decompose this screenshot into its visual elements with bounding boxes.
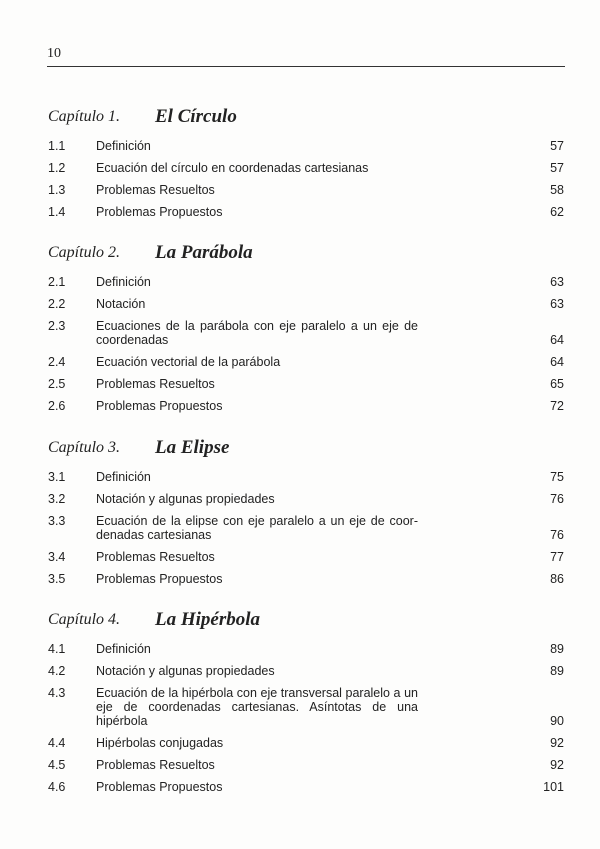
section-title: Problemas Resueltos <box>96 183 215 197</box>
section-page: 101 <box>543 780 564 794</box>
chapter-heading <box>48 241 564 265</box>
section-title: Ecuación del círculo en coordenadas cartesianas <box>96 161 369 175</box>
section-page: 89 <box>550 664 564 678</box>
section-title: Problemas Propuestos <box>96 572 223 586</box>
toc-entry[interactable] <box>48 638 564 660</box>
section-page: 58 <box>550 183 564 197</box>
chapter-label: Capítulo 3. <box>48 439 121 456</box>
chapter-title: El Círculo <box>155 106 237 127</box>
toc-entry[interactable] <box>48 373 564 395</box>
toc-entry[interactable] <box>48 546 564 568</box>
toc-entry[interactable] <box>48 201 564 223</box>
section-number: 1.1 <box>48 139 66 153</box>
section-page: 77 <box>550 550 564 564</box>
toc-entry[interactable] <box>48 135 564 157</box>
toc-entry[interactable] <box>48 157 564 179</box>
chapter-heading <box>48 436 564 460</box>
section-page: 90 <box>550 714 564 728</box>
section-title: Problemas Propuestos <box>96 399 223 413</box>
toc-entry[interactable] <box>48 754 564 776</box>
section-title: Problemas Resueltos <box>96 377 215 391</box>
toc-entry[interactable] <box>48 315 564 351</box>
section-number: 3.4 <box>48 550 66 564</box>
section-number: 1.2 <box>48 161 66 175</box>
chapter-title: La Elipse <box>155 437 230 458</box>
section-page: 72 <box>550 399 564 413</box>
section-page: 89 <box>550 642 564 656</box>
section-title: Problemas Resueltos <box>96 758 215 772</box>
toc-entry[interactable] <box>48 568 564 590</box>
section-number: 4.4 <box>48 736 66 750</box>
section-title: Problemas Propuestos <box>96 780 223 794</box>
chapter-heading <box>48 105 564 129</box>
toc-entry[interactable] <box>48 776 564 798</box>
section-page: 57 <box>550 139 564 153</box>
section-number: 4.6 <box>48 780 66 794</box>
section-number: 2.3 <box>48 319 66 333</box>
toc-entry[interactable] <box>48 293 564 315</box>
toc-entry[interactable] <box>48 351 564 373</box>
section-page: 92 <box>550 758 564 772</box>
section-page: 64 <box>550 333 564 347</box>
toc-entry[interactable] <box>48 395 564 417</box>
section-number: 1.3 <box>48 183 66 197</box>
section-number: 1.4 <box>48 205 66 219</box>
section-title: Notación y algunas propiedades <box>96 664 275 678</box>
section-page: 86 <box>550 572 564 586</box>
toc-entry[interactable] <box>48 660 564 682</box>
section-title: Problemas Resueltos <box>96 550 215 564</box>
chapter-label: Capítulo 4. <box>48 611 121 628</box>
section-title: Ecuación de la elipse con eje paralelo a un eje de coordenadas cartesianas <box>96 514 418 542</box>
header-rule <box>47 66 565 67</box>
section-title: Definición <box>96 139 151 153</box>
section-page: 76 <box>550 528 564 542</box>
section-number: 3.2 <box>48 492 66 506</box>
section-title: Definición <box>96 470 151 484</box>
toc-entry[interactable] <box>48 271 564 293</box>
section-title: Problemas Propuestos <box>96 205 223 219</box>
section-page: 65 <box>550 377 564 391</box>
section-number: 2.6 <box>48 399 66 413</box>
chapter-label: Capítulo 1. <box>48 108 121 125</box>
toc-entry[interactable] <box>48 179 564 201</box>
section-number: 4.2 <box>48 664 66 678</box>
section-title: Hipérbolas conjugadas <box>96 736 224 750</box>
section-page: 76 <box>550 492 564 506</box>
chapter-heading <box>48 608 564 632</box>
section-title: Definición <box>96 275 151 289</box>
section-number: 3.1 <box>48 470 66 484</box>
section-number: 2.1 <box>48 275 66 289</box>
section-number: 4.5 <box>48 758 66 772</box>
section-page: 63 <box>550 297 564 311</box>
section-number: 4.3 <box>48 686 66 700</box>
chapter-label: Capítulo 2. <box>48 244 121 261</box>
section-title: Ecuación de la hipérbola con eje transversal paralelo a un eje de coordenadas cartesianas. Asíntotas de una hipérbola <box>96 686 418 728</box>
chapter-section <box>48 105 564 223</box>
section-number: 4.1 <box>48 642 66 656</box>
chapter-title: La Hipérbola <box>155 609 261 630</box>
chapter-section <box>48 608 564 798</box>
section-title: Notación <box>96 297 146 311</box>
section-page: 64 <box>550 355 564 369</box>
section-page: 62 <box>550 205 564 219</box>
toc-entry[interactable] <box>48 510 564 546</box>
section-page: 92 <box>550 736 564 750</box>
chapter-title: La Parábola <box>155 242 253 263</box>
section-title: Definición <box>96 642 151 656</box>
section-page: 57 <box>550 161 564 175</box>
section-title: Notación y algunas propiedades <box>96 492 275 506</box>
section-title: Ecuaciones de la parábola con eje paralelo a un eje de coordenadas <box>96 319 418 347</box>
section-number: 3.5 <box>48 572 66 586</box>
section-number: 2.5 <box>48 377 66 391</box>
section-number: 3.3 <box>48 514 66 528</box>
chapter-section <box>48 436 564 590</box>
section-page: 75 <box>550 470 564 484</box>
section-title: Ecuación vectorial de la parábola <box>96 355 281 369</box>
section-page: 63 <box>550 275 564 289</box>
page-number: 10 <box>47 46 61 61</box>
section-number: 2.2 <box>48 297 66 311</box>
toc-entry[interactable] <box>48 488 564 510</box>
section-number: 2.4 <box>48 355 66 369</box>
toc-entry[interactable] <box>48 732 564 754</box>
chapter-section <box>48 241 564 417</box>
toc-entry[interactable] <box>48 466 564 488</box>
toc-entry[interactable] <box>48 682 564 732</box>
